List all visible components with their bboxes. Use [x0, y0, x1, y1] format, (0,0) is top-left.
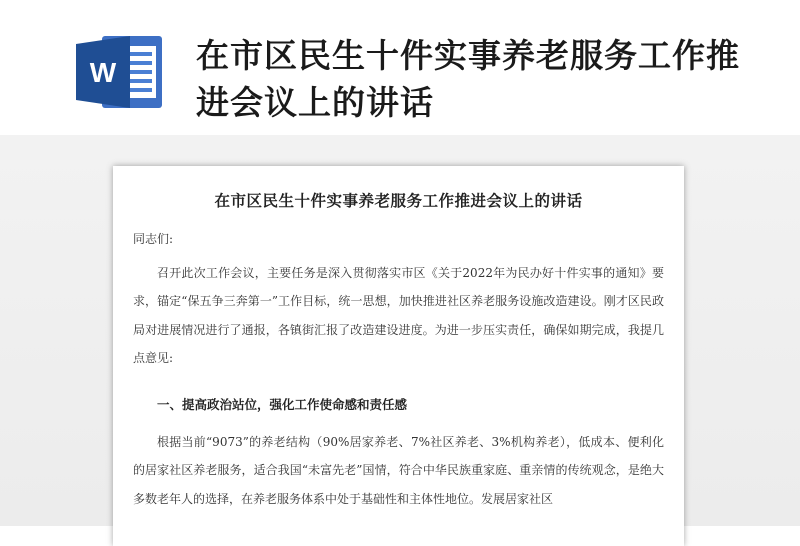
paragraph-2: 根据当前“9073”的养老结构（90%居家养老、7%社区养老、3%机构养老），低成本、便利化的居家社区养老服务，适合我国“未富先老”国情，符合中华民族重家庭、重亲情的传统观念，是绝大多数老年人的选择，在养老服务体系中处于基础性和主体性地位。发展居家社区 — [133, 435, 664, 506]
section-heading-1: 一、提高政治站位，强化工作使命感和责任感 — [157, 397, 408, 412]
document-title: 在市区民生十件实事养老服务工作推进会议上的讲话 — [214, 191, 583, 210]
word-document-icon — [76, 34, 164, 110]
header-band — [0, 0, 800, 135]
salutation: 同志们: — [133, 232, 174, 246]
paragraph-1: 召开此次工作会议，主要任务是深入贯彻落实市区《关于2022年为民办好十件实事的通知》要求，锚定“保五争三奔第一”工作目标，统一思想，加快推进社区养老服务设施改造建设。刚才区民政局对进展情况进行了通报，各镇街汇报了改造建设进度。为进一步压实责任，确保如期完成，我提几点意见: — [133, 266, 664, 365]
banner-title: 在市区民生十件实事养老服务工作推进会议上的讲话 — [196, 36, 740, 122]
document-page — [113, 166, 684, 546]
word-icon-letter: W — [89, 57, 117, 88]
